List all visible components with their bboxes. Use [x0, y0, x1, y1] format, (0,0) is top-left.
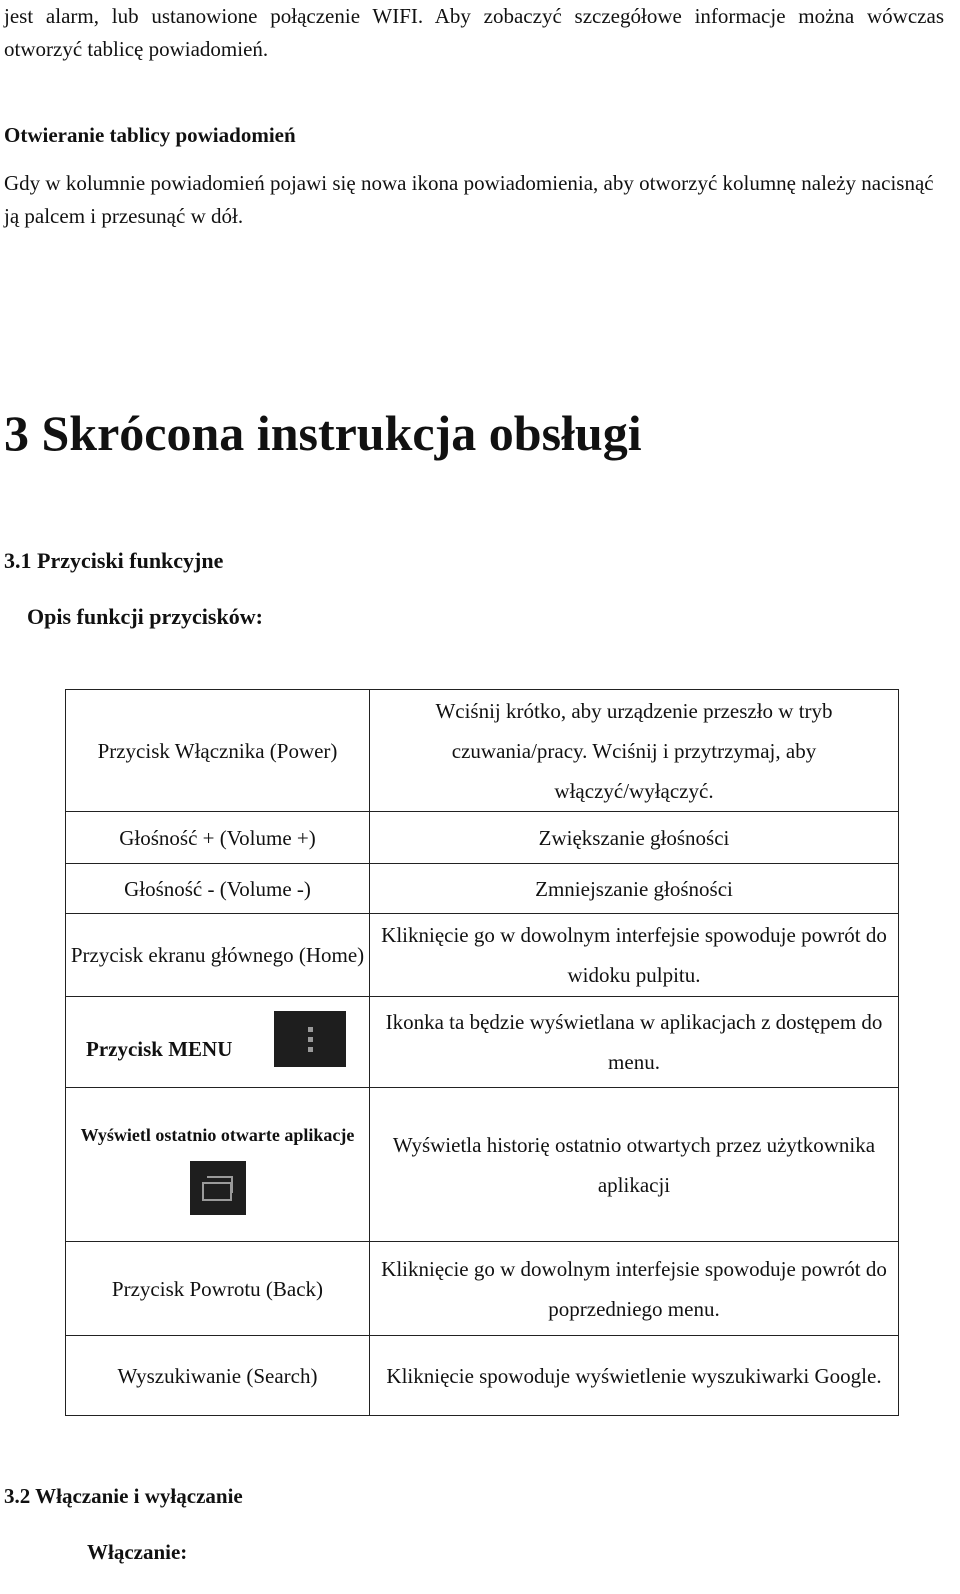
- menu-button-label: Przycisk MENU: [86, 1037, 233, 1061]
- function-buttons-table: [65, 689, 899, 1416]
- table-row: [66, 1336, 899, 1416]
- recent-apps-cell: [66, 1088, 370, 1242]
- table-row: [66, 690, 899, 812]
- button-name-cell: Wyszukiwanie (Search): [66, 1336, 370, 1416]
- menu-dots-icon: [274, 1011, 346, 1067]
- section-heading-3-2: 3.2 Włączanie i wyłączanie: [4, 1484, 243, 1508]
- table-row: [66, 1242, 899, 1336]
- table-row: [66, 997, 899, 1088]
- button-name-cell: Przycisk ekranu głównego (Home): [66, 914, 370, 997]
- table-row: [66, 1088, 899, 1242]
- intro-paragraph: jest alarm, lub ustanowione połączenie WIFI. Aby zobaczyć szczegółowe informacje można wówczas otworzyć tablicę powiadomień.: [4, 4, 944, 61]
- button-desc-cell: Kliknięcie go w dowolnym interfejsie spowoduje powrót do widoku pulpitu.: [370, 914, 899, 997]
- notify-paragraph: Gdy w kolumnie powiadomień pojawi się nowa ikona powiadomienia, aby otworzyć kolumnę należy nacisnąć ją palcem i przesunąć w dół.: [4, 171, 934, 228]
- subheading-wlaczanie: Włączanie:: [87, 1540, 188, 1564]
- table-row: [66, 864, 899, 914]
- notify-heading: Otwieranie tablicy powiadomień: [4, 123, 296, 147]
- recent-apps-icon: [190, 1161, 246, 1215]
- table-row: [66, 812, 899, 864]
- button-desc-cell: Zwiększanie głośności: [370, 812, 899, 864]
- button-name-cell: Przycisk Powrotu (Back): [66, 1242, 370, 1336]
- menu-button-cell: [66, 997, 370, 1088]
- recent-apps-label: Wyświetl ostatnio otwarte aplikacje: [80, 1124, 355, 1145]
- button-desc-cell: Wciśnij krótko, aby urządzenie przeszło w tryb czuwania/pracy. Wciśnij i przytrzymaj, aby włączyć/wyłączyć.: [370, 690, 899, 812]
- button-name-cell: Przycisk Włącznika (Power): [66, 690, 370, 812]
- button-name-cell: Głośność - (Volume -): [66, 864, 370, 914]
- button-name-cell: Głośność + (Volume +): [66, 812, 370, 864]
- button-desc-cell: Ikonka ta będzie wyświetlana w aplikacjach z dostępem do menu.: [370, 997, 899, 1088]
- button-desc-cell: Wyświetla historię ostatnio otwartych przez użytkownika aplikacji: [370, 1088, 899, 1242]
- button-desc-cell: Zmniejszanie głośności: [370, 864, 899, 914]
- chapter-title: 3 Skrócona instrukcja obsługi: [4, 405, 642, 461]
- table-caption: Opis funkcji przycisków:: [27, 604, 263, 629]
- section-heading-3-1: 3.1 Przyciski funkcyjne: [4, 548, 224, 573]
- button-desc-cell: Kliknięcie spowoduje wyświetlenie wyszukiwarki Google.: [370, 1336, 899, 1416]
- table-row: [66, 914, 899, 997]
- button-desc-cell: Kliknięcie go w dowolnym interfejsie spowoduje powrót do poprzedniego menu.: [370, 1242, 899, 1336]
